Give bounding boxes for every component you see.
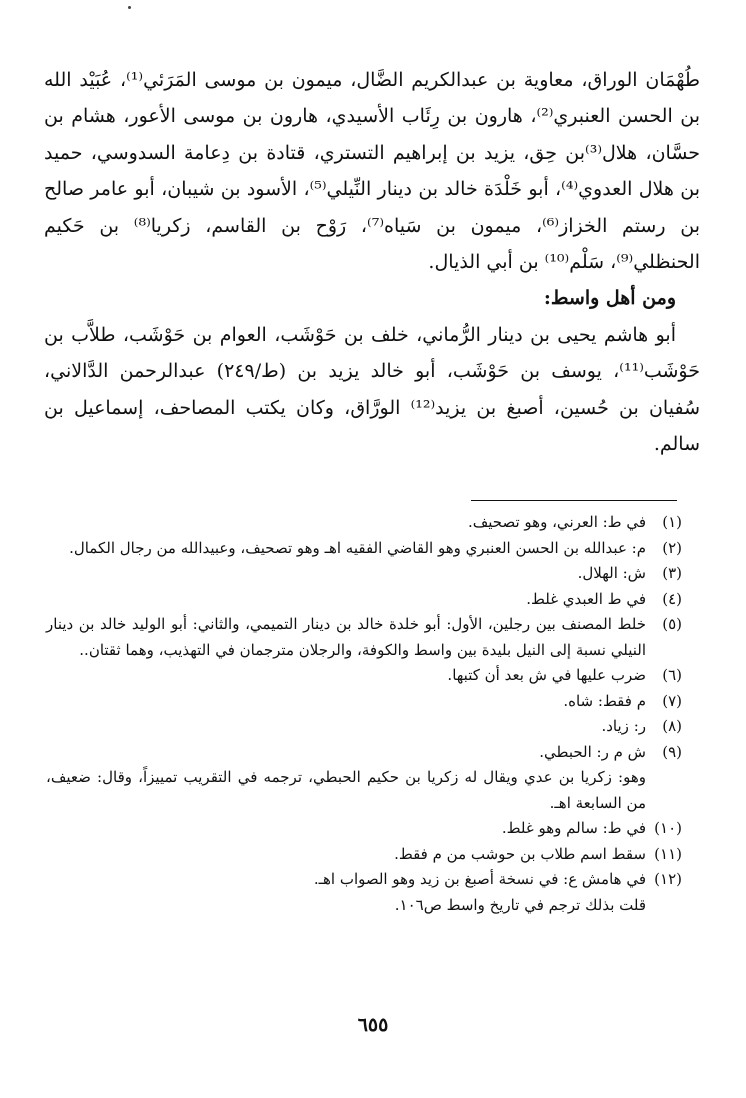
footnote-text: ش م ر: الحبطي. <box>539 742 646 761</box>
footnote-text: في ط: سالم وهو غلط. <box>501 819 646 837</box>
footnote <box>46 714 682 740</box>
footnote-number: (٩) <box>662 742 682 761</box>
paragraph-basra-narrators: طُهْمَان الوراق، معاوية بن عبدالكريم الضَّال، ميمون بن موسى المَرَئي⁽¹⁾، عُبَيْد الله بن الحسن العنبري⁽²⁾، هارون بن رِئَاب الأسيدي، هارون بن موسى الأعور، هشام بن حسَّان، هلال⁽³⁾بن حِق، يزيد بن إبراهيم التستري، قتادة بن دِعامة السدوسي، حميد بن هلال العدوي⁽⁴⁾، أبو خَلْدَة خالد بن دينار النِّيلي⁽⁵⁾، الأسود بن شيبان، أبو عامر صالح بن رستم الخزاز⁽⁶⁾، ميمون بن سَياه⁽⁷⁾، رَوْح بن القاسم، زكريا⁽⁸⁾ بن حَكيم الحنظلي⁽⁹⁾، سَلْم⁽¹⁰⁾ بن أبي الذيال. <box>44 69 701 274</box>
footnote-continuation: قلت بذلك ترجم في تاريخ واسط ص١٠٦. <box>394 895 646 914</box>
footnote-number: (٤) <box>662 589 682 608</box>
section-heading-wasit: ومن أهل واسط: <box>543 287 676 310</box>
footnote-number: (٧) <box>662 691 682 710</box>
footnote-text: في هامش ع: في نسخة أصبغ بن زيد وهو الصواب اهـ. <box>313 870 646 888</box>
footnote-text: في ط: العرني، وهو تصحيف. <box>467 513 646 531</box>
footnote-text: م: عبدالله بن الحسن العنبري وهو القاضي الفقيه اهـ وهو تصحيف، وعبيدالله من رجال الكمال. <box>69 538 646 557</box>
footnotes <box>46 510 682 918</box>
footnote <box>46 867 682 893</box>
footnote-text: سقط اسم طلاب بن حوشب من م فقط. <box>394 844 646 863</box>
paragraph-wasit-narrators: أبو هاشم يحيى بن دينار الرُّماني، خلف بن حَوْشَب، العوام بن حَوْشَب، طلاَّب بن حَوْشَب⁽¹¹⁾، يوسف بن حَوْشَب، أبو خالد يزيد بن (ط/٢٤٩) عبدالرحمن الدَّالاني، سُفيان بن حُسين، أصبغ بن يزيد⁽¹²⁾ الورَّاق، وكان يكتب المصاحف، إسماعيل بن سالم. <box>44 323 700 456</box>
footnote-text: ر: زياد. <box>601 717 646 735</box>
footnote <box>46 587 682 613</box>
footnote-number: (٥) <box>662 615 682 633</box>
footnote-number: (٦) <box>662 666 682 684</box>
footnote-number: (٣) <box>662 564 682 582</box>
footnote <box>46 740 682 766</box>
footnote <box>46 612 682 663</box>
footnote-text: في ط العبدي غلط. <box>526 589 646 608</box>
main-text <box>44 62 700 462</box>
page-number: ٦٥٥ <box>357 1014 389 1036</box>
footnote-text: م فقط: شاه. <box>563 691 646 710</box>
footnote-text: خلط المصنف بين رجلين، الأول: أبو خلدة خالد بن دينار التميمي، والثاني: أبو الوليد خالد بن دينار النيلي نسبة إلى النيل بليدة بين واسط والكوفة، والرجلان مترجمان في التهذيب، وهما ثقتان.. <box>46 615 646 659</box>
footnote-number: (١١) <box>654 844 682 863</box>
footnote-number: (١٠) <box>654 819 682 837</box>
scan-dot <box>128 6 131 9</box>
footnote <box>46 842 682 868</box>
footnote-continuation: وهو: زكريا بن عدي ويقال له زكريا بن حكيم الحبطي، ترجمه في التقريب تمييزاً، وقال: ضعيف، من السابعة اهـ. <box>46 768 646 812</box>
footnote <box>46 510 682 536</box>
footnote <box>46 536 682 562</box>
footnote-number: (٨) <box>662 717 682 735</box>
footnote-number: (٢) <box>662 538 682 557</box>
footnote <box>46 689 682 715</box>
footnote-number: (١) <box>662 513 682 531</box>
footnote-divider <box>471 500 677 501</box>
footnote-text: ش: الهلال. <box>577 564 646 582</box>
footnote-text: ضرب عليها في ش بعد أن كتبها. <box>447 666 646 684</box>
footnote <box>46 663 682 689</box>
footnote <box>46 816 682 842</box>
footnote <box>46 561 682 587</box>
footnote-number: (١٢) <box>654 870 682 888</box>
